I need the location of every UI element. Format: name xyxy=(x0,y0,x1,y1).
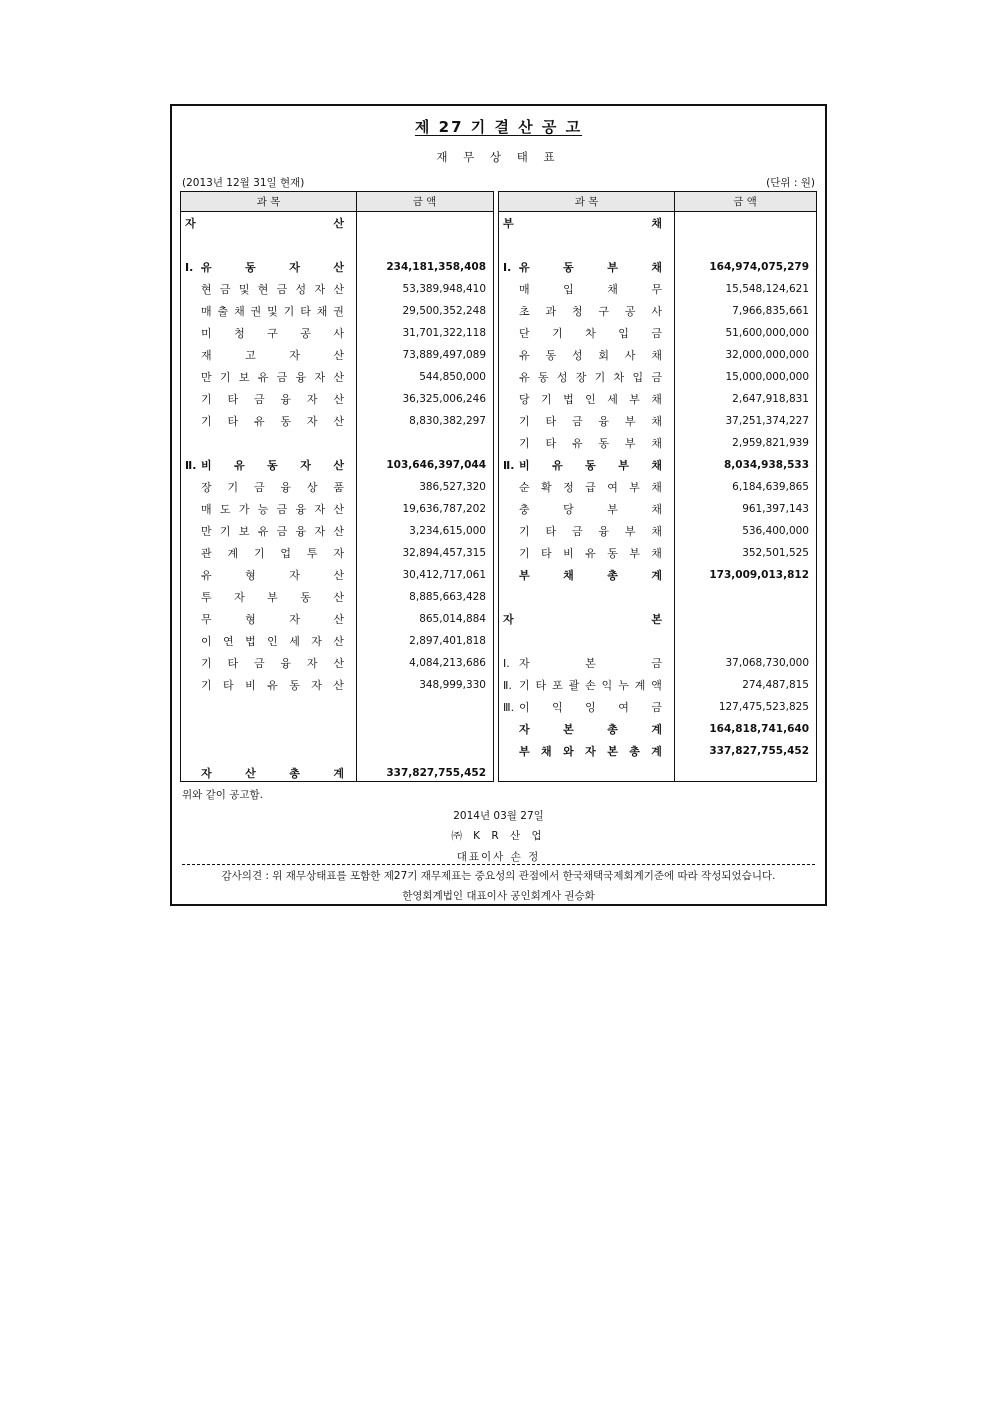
announcement-frame xyxy=(170,104,827,906)
table-row xyxy=(499,586,816,608)
row-label xyxy=(181,388,356,410)
row-label xyxy=(499,410,674,432)
row-label-text: 현 금 및 현 금 성 자 산 xyxy=(201,283,344,296)
notice-text: 위와 같이 공고함. xyxy=(182,789,264,801)
table-row xyxy=(181,454,493,476)
assets-table-header xyxy=(181,192,493,212)
row-label-text: 기 타 유 동 부 채 xyxy=(519,437,662,450)
row-amount: 36,325,006,246 xyxy=(402,393,486,405)
row-label xyxy=(499,740,674,762)
header-amount: 금 액 xyxy=(412,196,437,208)
row-amount: 386,527,320 xyxy=(419,481,486,493)
row-label xyxy=(499,520,674,542)
table-row xyxy=(499,454,816,476)
row-label-text: 유 동 자 산 xyxy=(201,261,344,274)
table-row xyxy=(499,388,816,410)
row-prefix: Ⅰ. xyxy=(185,260,194,274)
row-label-text: 매 도 가 능 금 융 자 산 xyxy=(201,503,344,516)
table-row xyxy=(499,234,816,256)
table-row xyxy=(181,740,493,762)
row-amount: 6,184,639,865 xyxy=(732,481,809,493)
table-row xyxy=(181,432,493,454)
row-amount: 51,600,000,000 xyxy=(725,327,809,339)
row-amount: 2,647,918,831 xyxy=(732,393,809,405)
table-row xyxy=(499,740,816,762)
row-amount: 7,966,835,661 xyxy=(732,305,809,317)
row-label xyxy=(181,608,356,630)
row-label xyxy=(499,652,674,674)
table-row xyxy=(181,498,493,520)
header-item: 과 목 xyxy=(256,196,281,208)
row-amount: 32,000,000,000 xyxy=(725,349,809,361)
row-label xyxy=(499,608,674,630)
row-label xyxy=(181,564,356,586)
row-amount: 19,636,787,202 xyxy=(402,503,486,515)
row-label-text: 유 동 성 장 기 차 입 금 xyxy=(519,371,662,384)
announcement-date: 2014년 03월 27일 xyxy=(453,810,544,822)
row-label-text: 부 채 와 자 본 총 계 xyxy=(519,745,662,758)
row-amount: 352,501,525 xyxy=(742,547,809,559)
table-row xyxy=(181,410,493,432)
row-label-text: 순 확 정 급 여 부 채 xyxy=(519,481,662,494)
row-label xyxy=(499,278,674,300)
row-amount: 348,999,330 xyxy=(419,679,486,691)
row-label xyxy=(499,696,674,718)
statement-subtitle: 재 무 상 태 표 xyxy=(436,150,561,164)
ceo-name: 대표이사 손 정 xyxy=(456,851,541,863)
table-row xyxy=(499,410,816,432)
row-label-text: 충 당 부 채 xyxy=(519,503,662,516)
row-label-text: 매 입 채 무 xyxy=(519,283,662,296)
divider xyxy=(182,864,815,865)
row-prefix: Ⅰ. xyxy=(503,656,510,670)
row-label xyxy=(181,234,356,256)
row-label-text: 재 고 자 산 xyxy=(201,349,344,362)
table-row xyxy=(499,256,816,278)
row-amount: 8,034,938,533 xyxy=(723,459,809,471)
table-row xyxy=(181,212,493,234)
table-row xyxy=(499,322,816,344)
row-label-text: 기 타 금 융 부 채 xyxy=(519,525,662,538)
table-row xyxy=(499,718,816,740)
row-amount: 164,974,075,279 xyxy=(709,261,809,273)
row-amount: 2,897,401,818 xyxy=(409,635,486,647)
table-row xyxy=(181,278,493,300)
row-prefix: Ⅰ. xyxy=(503,260,512,274)
row-label-text: 자 본 xyxy=(503,613,662,626)
row-label-text: 부 채 xyxy=(503,217,662,230)
row-label-text: 장 기 금 융 상 품 xyxy=(201,481,344,494)
row-label xyxy=(499,564,674,586)
table-row xyxy=(181,344,493,366)
row-amount: 4,084,213,686 xyxy=(409,657,486,669)
table-row xyxy=(499,300,816,322)
table-row xyxy=(181,608,493,630)
row-label xyxy=(499,388,674,410)
row-prefix: Ⅱ. xyxy=(503,458,515,472)
table-row xyxy=(499,652,816,674)
table-row xyxy=(181,366,493,388)
table-row xyxy=(181,234,493,256)
row-label xyxy=(181,366,356,388)
table-row xyxy=(499,542,816,564)
table-row xyxy=(181,630,493,652)
row-label xyxy=(499,718,674,740)
row-amount: 3,234,615,000 xyxy=(409,525,486,537)
table-row xyxy=(181,256,493,278)
row-amount: 37,068,730,000 xyxy=(725,657,809,669)
row-amount: 337,827,755,452 xyxy=(386,767,486,779)
table-row xyxy=(499,608,816,630)
row-prefix: Ⅲ. xyxy=(503,700,515,714)
table-row xyxy=(181,718,493,740)
table-row xyxy=(181,564,493,586)
row-label-text: 비 유 동 자 산 xyxy=(201,459,344,472)
row-label xyxy=(181,454,356,476)
table-row xyxy=(181,586,493,608)
row-amount: 31,701,322,118 xyxy=(402,327,486,339)
liabilities-equity-table xyxy=(498,191,817,782)
row-label xyxy=(181,432,356,454)
row-amount: 2,959,821,939 xyxy=(732,437,809,449)
row-label-text: 이 익 잉 여 금 xyxy=(519,701,662,714)
row-label-text: 기 타 금 융 자 산 xyxy=(201,393,344,406)
row-label xyxy=(181,498,356,520)
row-amount: 865,014,884 xyxy=(419,613,486,625)
row-label-text: 관 계 기 업 투 자 xyxy=(201,547,344,560)
row-label xyxy=(181,762,356,784)
row-label-text: 기 타 금 융 부 채 xyxy=(519,415,662,428)
row-label-text: 미 청 구 공 사 xyxy=(201,327,344,340)
row-amount: 103,646,397,044 xyxy=(386,459,486,471)
row-label xyxy=(499,586,674,608)
row-amount: 32,894,457,315 xyxy=(402,547,486,559)
row-amount: 37,251,374,227 xyxy=(725,415,809,427)
row-label xyxy=(499,344,674,366)
row-label-text: 기 타 포 괄 손 익 누 계 액 xyxy=(519,679,662,692)
row-label-text: 만 기 보 유 금 융 자 산 xyxy=(201,371,344,384)
page-title: 제 27 기 결 산 공 고 xyxy=(414,118,583,136)
row-label xyxy=(181,718,356,740)
row-label xyxy=(499,234,674,256)
liabilities-table-header xyxy=(499,192,816,212)
row-label xyxy=(499,454,674,476)
auditor-name: 한영회계법인 대표이사 공인회계사 권승화 xyxy=(402,890,595,902)
row-label xyxy=(181,410,356,432)
company-name: ㈜ K R 산 업 xyxy=(451,830,546,842)
row-label-text: 유 형 자 산 xyxy=(201,569,344,582)
row-label-text: 기 타 유 동 자 산 xyxy=(201,415,344,428)
table-row xyxy=(181,652,493,674)
row-amount: 15,000,000,000 xyxy=(725,371,809,383)
row-amount: 8,830,382,297 xyxy=(409,415,486,427)
row-label xyxy=(499,300,674,322)
table-row xyxy=(499,432,816,454)
unit-note: (단위 : 원) xyxy=(766,177,815,189)
row-label xyxy=(181,520,356,542)
table-row xyxy=(499,212,816,234)
row-label xyxy=(181,212,356,234)
date-note: (2013년 12월 31일 현재) xyxy=(182,177,305,189)
row-label-text: 유 동 성 회 사 채 xyxy=(519,349,662,362)
table-row xyxy=(181,542,493,564)
row-amount: 15,548,124,621 xyxy=(725,283,809,295)
row-label xyxy=(499,542,674,564)
table-row xyxy=(181,388,493,410)
table-row xyxy=(181,696,493,718)
table-row xyxy=(181,476,493,498)
row-amount: 164,818,741,640 xyxy=(709,723,809,735)
row-amount: 30,412,717,061 xyxy=(402,569,486,581)
table-row xyxy=(499,366,816,388)
row-label xyxy=(499,432,674,454)
row-amount: 234,181,358,408 xyxy=(386,261,486,273)
row-label xyxy=(181,476,356,498)
row-amount: 274,487,815 xyxy=(742,679,809,691)
row-label-text: 단 기 차 입 금 xyxy=(519,327,662,340)
row-label xyxy=(181,344,356,366)
row-label-text: 이 연 법 인 세 자 산 xyxy=(201,635,344,648)
row-amount: 173,009,013,812 xyxy=(709,569,809,581)
row-amount: 8,885,663,428 xyxy=(409,591,486,603)
row-label xyxy=(181,300,356,322)
row-label-text: 자 본 금 xyxy=(519,657,662,670)
header-item: 과 목 xyxy=(574,196,599,208)
row-label xyxy=(181,630,356,652)
table-row xyxy=(499,344,816,366)
row-amount: 53,389,948,410 xyxy=(402,283,486,295)
row-label xyxy=(181,740,356,762)
row-amount: 544,850,000 xyxy=(419,371,486,383)
table-row xyxy=(499,564,816,586)
row-label-text: 매 출 채 권 및 기 타 채 권 xyxy=(201,305,344,318)
row-label-text: 자 산 총 계 xyxy=(201,767,344,780)
table-row xyxy=(499,278,816,300)
row-label-text: 기 타 비 유 동 자 산 xyxy=(201,679,344,692)
row-label-text: 초 과 청 구 공 사 xyxy=(519,305,662,318)
row-amount: 127,475,523,825 xyxy=(718,701,809,713)
row-label xyxy=(181,278,356,300)
row-label xyxy=(499,256,674,278)
row-label-text: 당 기 법 인 세 부 채 xyxy=(519,393,662,406)
header-amount: 금 액 xyxy=(733,196,757,208)
table-row xyxy=(181,674,493,696)
row-label xyxy=(499,476,674,498)
row-label-text: 만 기 보 유 금 융 자 산 xyxy=(201,525,344,538)
row-label xyxy=(181,586,356,608)
table-row xyxy=(499,630,816,652)
row-label xyxy=(499,212,674,234)
row-label xyxy=(499,322,674,344)
row-label xyxy=(181,652,356,674)
row-prefix: Ⅱ. xyxy=(503,678,512,692)
table-row xyxy=(499,674,816,696)
row-prefix: Ⅱ. xyxy=(185,458,197,472)
table-row xyxy=(181,520,493,542)
row-label-text: 비 유 동 부 채 xyxy=(519,459,662,472)
row-label xyxy=(499,630,674,652)
table-row xyxy=(499,476,816,498)
audit-opinion: 감사의견 : 위 재무상태표를 포함한 제27기 재무제표는 중요성의 관점에서 한국채택국제회계기준에 따라 작성되었습니다. xyxy=(221,870,776,882)
row-label xyxy=(499,674,674,696)
row-amount: 536,400,000 xyxy=(742,525,809,537)
row-label xyxy=(181,696,356,718)
row-label-text: 기 타 금 융 자 산 xyxy=(201,657,344,670)
table-row xyxy=(181,300,493,322)
table-row xyxy=(181,762,493,784)
row-amount: 337,827,755,452 xyxy=(709,745,809,757)
row-label xyxy=(181,322,356,344)
table-row xyxy=(499,696,816,718)
row-label xyxy=(181,256,356,278)
row-label xyxy=(181,674,356,696)
row-amount: 29,500,352,248 xyxy=(402,305,486,317)
row-label xyxy=(499,366,674,388)
row-label-text: 투 자 부 동 산 xyxy=(201,591,344,604)
row-label-text: 무 형 자 산 xyxy=(201,613,344,626)
row-label-text: 자 본 총 계 xyxy=(519,723,662,736)
assets-table xyxy=(180,191,494,782)
row-label-text: 부 채 총 계 xyxy=(519,569,662,582)
row-label xyxy=(499,498,674,520)
row-label-text: 자 산 xyxy=(185,217,344,230)
row-amount: 961,397,143 xyxy=(742,503,809,515)
table-row xyxy=(181,322,493,344)
row-label xyxy=(181,542,356,564)
table-row xyxy=(499,520,816,542)
table-row xyxy=(499,498,816,520)
row-amount: 73,889,497,089 xyxy=(402,349,486,361)
row-label-text: 기 타 비 유 동 부 채 xyxy=(519,547,662,560)
row-label-text: 유 동 부 채 xyxy=(519,261,662,274)
